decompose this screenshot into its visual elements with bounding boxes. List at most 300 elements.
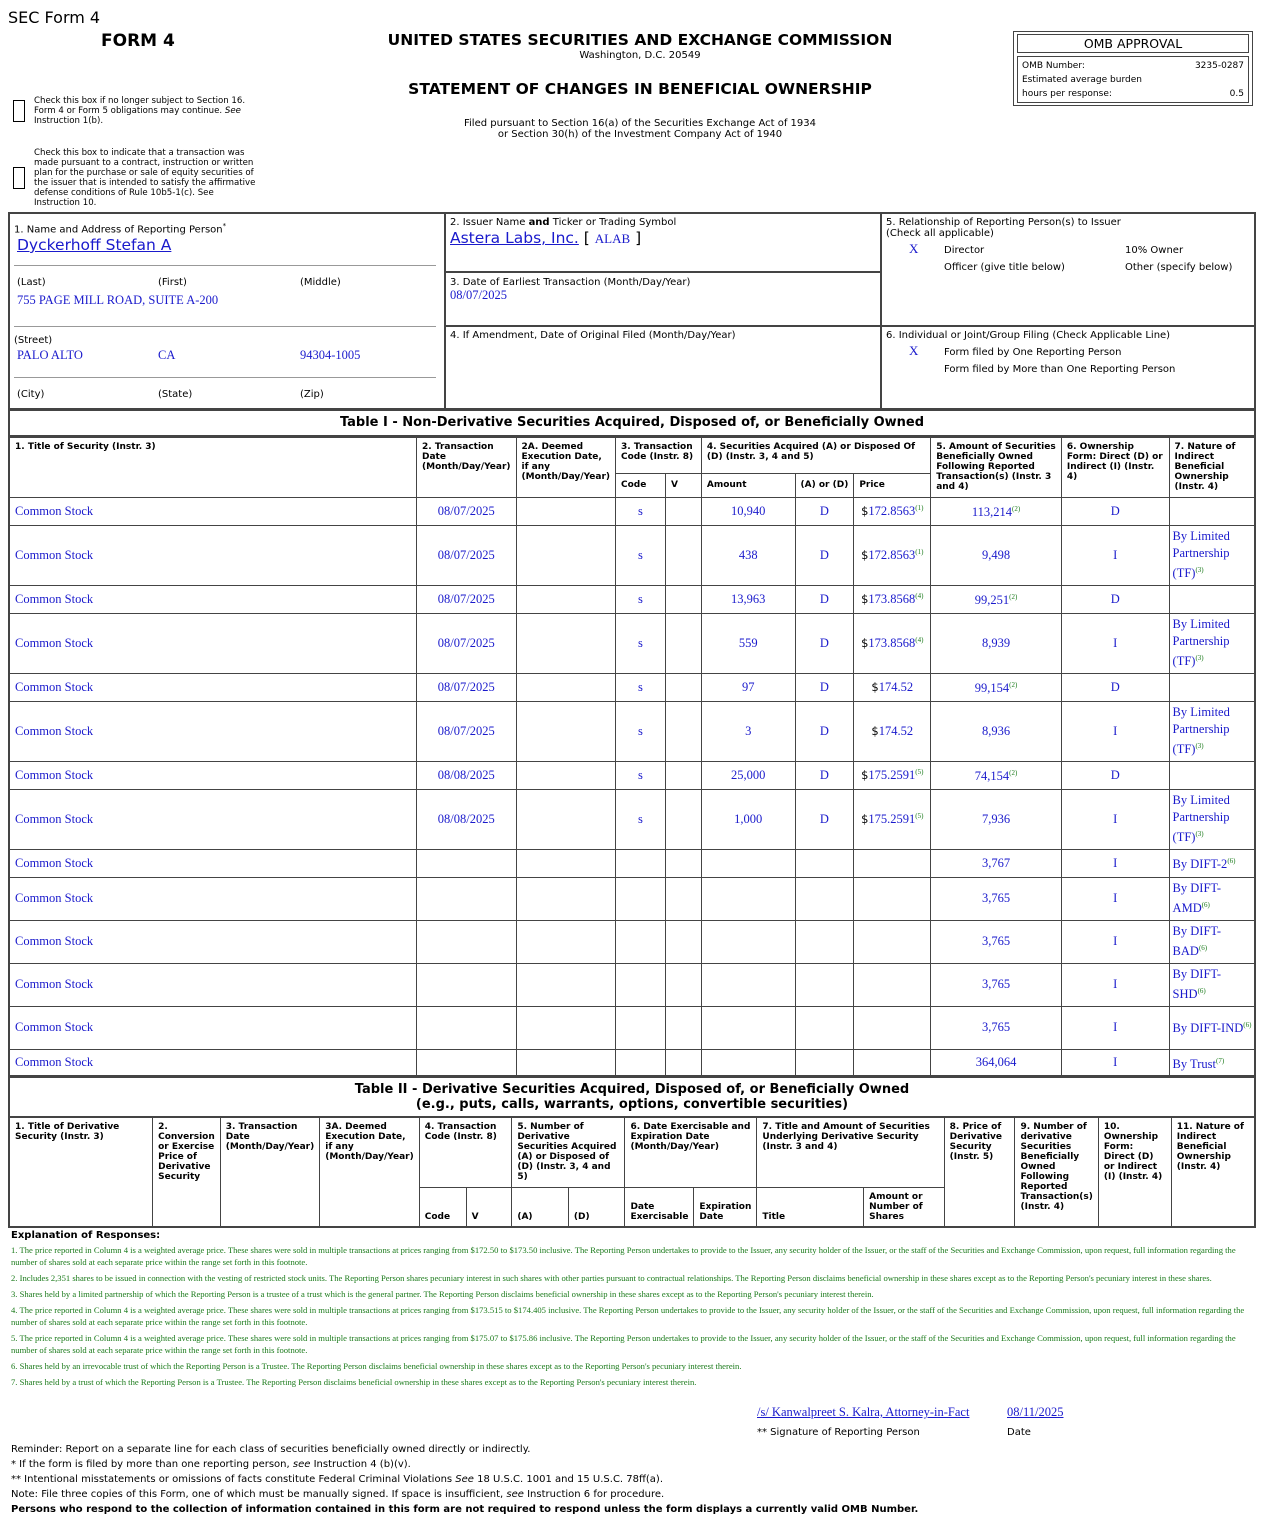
v-flag [665,1049,701,1077]
t2-h8: 8. Price of Derivative Security (Instr. 5) [944,1117,1015,1227]
transaction-date [417,789,517,849]
owned-following [931,920,1062,963]
price [854,497,931,525]
nature-of-ownership-footnote: (6) [1197,986,1206,995]
price-footnote: (4) [915,635,924,644]
nature-of-ownership-footnote: (6) [1198,943,1208,952]
security-title [9,963,417,1006]
one-person-mark: X [909,343,919,358]
security-title-value: Common Stock [15,635,94,650]
v-flag [665,761,701,789]
t1-h6: 6. Ownership Form: Direct (D) or Indirect (I) (Instr. 4) [1061,437,1169,497]
v-flag [665,849,701,877]
nature-of-ownership [1169,920,1255,963]
deemed-date [516,963,616,1006]
v-flag [665,525,701,585]
ownership-form-value: D [1110,679,1120,694]
director-label: Director [944,245,985,256]
a-or-d-value: D [819,767,829,782]
transaction-date [417,920,517,963]
a-or-d-value: D [819,679,829,694]
t1-aord: (A) or (D) [795,473,854,497]
price-footnote: (1) [915,547,924,556]
security-title [9,613,417,673]
nature-of-ownership [1169,673,1255,701]
ownership-form [1061,613,1169,673]
transaction-code [616,849,666,877]
t2-d: (D) [568,1187,625,1227]
owned-following-footnote: (2) [1009,592,1018,601]
a-or-d [795,963,854,1006]
table-row [9,1049,1255,1077]
price-dollar: $ [871,680,879,694]
t1-h1: 1. Title of Security (Instr. 3) [9,437,417,497]
security-title-value: Common Stock [15,1020,94,1034]
transaction-code [616,585,666,613]
owned-following [931,1049,1062,1077]
transaction-code [616,877,666,920]
transaction-code [616,920,666,963]
t1-code: Code [616,473,666,497]
table-row [9,585,1255,613]
transaction-date [417,963,517,1006]
a-or-d [795,789,854,849]
table-row [9,877,1255,920]
security-title [9,789,417,849]
ownership-form [1061,920,1169,963]
reminder-3: ** Intentional misstatements or omissions of facts constitute Federal Criminal Violations See 18 U.S.C. 1001 and 15 U.S.C. 78ff(a). [11,1474,664,1485]
v-flag [665,585,701,613]
statement-title: STATEMENT OF CHANGES IN BENEFICIAL OWNERSHIP [408,80,872,98]
price-value: 172.8563 [868,548,916,562]
table-row [9,701,1255,761]
ownership-form-value: I [1113,723,1118,738]
footnote-5: 5. The price reported in Column 4 is a weighted average price. These shares were sold in multiple transactions at prices ranging from $175.07 to $175.86 inclusive. The Reporting Person undertakes to provide to the Issuer, any security holder of the Issuer, or the staff of the Securities and Exchange Commission, upon request, full information regarding the number of shares sold at each separate price within the range set forth in this footnote. [11,1333,1236,1355]
owned-following [931,1006,1062,1049]
nature-of-ownership [1169,877,1255,920]
earliest-date-label: 3. Date of Earliest Transaction (Month/Day/Year) [450,277,691,288]
ownership-form [1061,673,1169,701]
ownership-form-value: D [1110,503,1120,518]
amount [701,613,795,673]
transaction-date [417,585,517,613]
issuer-name-link[interactable]: Astera Labs, Inc. [450,229,579,247]
t2-h9: 9. Number of derivative Securities Beneficially Owned Following Reported Transaction(s) (Instr. 4) [1015,1117,1098,1227]
v-flag [665,1006,701,1049]
ownership-form [1061,497,1169,525]
zip-value: 94304-1005 [300,348,361,362]
table-row [9,963,1255,1006]
footnote-3: 3. Shares held by a limited partnership of which the Reporting Person is a trustee of a trust which is the general partner. The Reporting Person disclaims beneficial ownership in these shares except as to the Reporting Person's pecuniary interest therein. [11,1289,874,1299]
table2 [8,1116,1256,1228]
signature-label: ** Signature of Reporting Person [757,1427,920,1438]
transaction-code-value: s [638,547,643,562]
street-value: 755 PAGE MILL ROAD, SUITE A-200 [17,293,219,307]
security-title [9,701,417,761]
deemed-date [516,761,616,789]
price [854,963,931,1006]
nature-of-ownership-footnote: (6) [1243,1021,1252,1030]
price-dollar: $ [861,768,869,782]
owned-following-value: 7,936 [981,811,1011,826]
amount [701,701,795,761]
price [854,877,931,920]
price-footnote: (5) [915,767,924,776]
nature-of-ownership-value: By DIFT-SHD [1172,966,1222,1002]
other-label: Other (specify below) [1125,262,1233,273]
table-row [9,673,1255,701]
nature-of-ownership-value: By Limited Partnership (TF) [1172,792,1230,845]
security-title-value: Common Stock [15,934,94,948]
transaction-code-value: s [638,723,643,738]
t2-exp: Expiration Date [694,1187,757,1227]
ownership-form-value: D [1110,591,1120,606]
t2-title: Title [757,1187,864,1227]
t2-h10: 10. Ownership Form: Direct (D) or Indirect (I) (Instr. 4) [1098,1117,1171,1227]
deemed-date [516,673,616,701]
nature-of-ownership [1169,525,1255,585]
price [854,525,931,585]
t1-h5: 5. Amount of Securities Beneficially Owned Following Reported Transaction(s) (Instr. 3 and 4) [931,437,1062,497]
deemed-date [516,585,616,613]
amount-value: 559 [738,635,758,650]
amount [701,761,795,789]
last-label: (Last) [17,277,46,288]
t2-h3: 3. Transaction Date (Month/Day/Year) [220,1117,320,1227]
owned-following-value: 3,767 [981,855,1011,870]
a-or-d [795,525,854,585]
ownership-form-value: I [1113,811,1118,826]
nature-of-ownership [1169,1049,1255,1077]
amount [701,963,795,1006]
relationship-label: 5. Relationship of Reporting Person(s) to Issuer [886,217,1121,228]
reminders [11,1442,1256,1517]
price-value: 175.2591 [868,812,916,826]
amount-value: 1,000 [734,811,763,826]
table-row [9,920,1255,963]
zip-label: (Zip) [300,389,324,400]
transaction-date [417,613,517,673]
footnote-2: 2. Includes 2,351 shares to be issued in connection with the vesting of restricted stock units. The Reporting Person shares pecuniary interest in such shares with other parties pursuant to contractual relationships. The Reporting Person disclaims beneficial ownership in these shares except as to the Reporting Person's pecuniary interest in these shares. [11,1273,1212,1283]
amount [701,849,795,877]
a-or-d-value: D [819,547,829,562]
table1-title: Table I - Non-Derivative Securities Acquired, Disposed of, or Beneficially Owned [8,409,1256,437]
footnotes [11,1244,1256,1388]
table2-title: Table II - Derivative Securities Acquired, Disposed of, or Beneficially Owned (e.g., puts, calls, warrants, options, convertible securities) [8,1075,1256,1118]
t2-h11: 11. Nature of Indirect Beneficial Ownership (Instr. 4) [1171,1117,1255,1227]
price [854,789,931,849]
a-or-d-value: D [819,811,829,826]
t2-h2: 2. Conversion or Exercise Price of Derivative Security [153,1117,221,1227]
transaction-code [616,613,666,673]
a-or-d [795,701,854,761]
table-row [9,613,1255,673]
transaction-date [417,673,517,701]
price [854,920,931,963]
footnote-1: 1. The price reported in Column 4 is a weighted average price. These shares were sold in multiple transactions at prices ranging from $172.50 to $173.50 inclusive. The Reporting Person undertakes to provide to the Issuer, any security holder of the Issuer, or the staff of the Securities and Exchange Commission, upon request, full information regarding the number of shares sold at each separate price within the range set forth in this footnote. [11,1245,1236,1267]
deemed-date [516,1049,616,1077]
t2-h1: 1. Title of Derivative Security (Instr. 3) [9,1117,153,1227]
price-value: 174.52 [878,680,914,694]
first-label: (First) [158,277,187,288]
commission-location: Washington, D.C. 20549 [579,50,701,61]
t1-h7: 7. Nature of Indirect Beneficial Ownership (Instr. 4) [1169,437,1255,497]
footnote-7: 7. Shares held by a trust of which the Reporting Person is a Trustee. The Reporting Person disclaims beneficial ownership in these shares except as to the Reporting Person's pecuniary interest therein. [11,1377,697,1387]
city-label: (City) [17,389,45,400]
deemed-date [516,497,616,525]
transaction-date [417,525,517,585]
director-mark: X [909,241,919,256]
transaction-date-value: 08/07/2025 [437,723,495,738]
amount-value: 13,963 [731,591,766,606]
nature-of-ownership [1169,963,1255,1006]
v-flag [665,701,701,761]
nature-of-ownership [1169,849,1255,877]
security-title-value: Common Stock [15,723,94,738]
reminder-2: * If the form is filed by more than one reporting person, see Instruction 4 (b)(v). [11,1459,411,1470]
owned-following-footnote: (2) [1012,504,1021,513]
ownership-form-value: I [1113,977,1118,991]
amount [701,525,795,585]
nature-of-ownership-footnote: (6) [1227,856,1236,865]
owned-following [931,761,1062,789]
t2-amount: Amount or Number of Shares [864,1187,944,1227]
filed-line-1: Filed pursuant to Section 16(a) of the Securities Exchange Act of 1934 [464,118,816,129]
security-title [9,525,417,585]
reporting-person-name-link[interactable]: Dyckerhoff Stefan A [17,236,172,254]
a-or-d [795,497,854,525]
t1-price: Price [854,473,931,497]
price-dollar: $ [871,724,879,738]
nature-of-ownership-footnote: (3) [1195,653,1204,662]
table-row [9,525,1255,585]
transaction-code-value: s [638,591,643,606]
issuer-label: 2. Issuer Name and Ticker or Trading Symbol [450,217,677,228]
transaction-code [616,761,666,789]
owned-following-value: 3,765 [981,977,1011,991]
nature-of-ownership-footnote: (3) [1195,829,1204,838]
t2-h5: 5. Number of Derivative Securities Acquired (A) or Disposed of (D) (Instr. 3, 4 and 5) [512,1117,625,1187]
price-value: 173.8568 [868,636,916,650]
price [854,1049,931,1077]
price-footnote: (1) [915,503,924,512]
deemed-date [516,701,616,761]
reminder-1: Reminder: Report on a separate line for each class of securities beneficially owned directly or indirectly. [11,1444,531,1455]
transaction-date [417,849,517,877]
t2-h6: 6. Date Exercisable and Expiration Date (Month/Day/Year) [625,1117,757,1187]
ownership-form-value: I [1113,934,1118,948]
transaction-code-value: s [638,767,643,782]
transaction-code [616,673,666,701]
transaction-code [616,701,666,761]
table-row [9,849,1255,877]
amount [701,1006,795,1049]
v-flag [665,497,701,525]
nature-of-ownership-value: By DIFT-IND [1172,1021,1244,1036]
a-or-d [795,1006,854,1049]
page-title: SEC Form 4 [8,8,101,27]
one-person-label: Form filed by One Reporting Person [944,347,1122,358]
price [854,1006,931,1049]
owned-following-value: 8,939 [981,635,1011,650]
owned-following [931,673,1062,701]
table-row [9,789,1255,849]
owned-following-value: 3,765 [981,934,1011,948]
ownership-form [1061,525,1169,585]
transaction-code-value: s [638,635,643,650]
amount [701,497,795,525]
transaction-code-value: s [638,811,643,826]
amount [701,920,795,963]
security-title [9,497,417,525]
price-footnote: (4) [915,591,924,600]
transaction-date [417,761,517,789]
footnote-4: 4. The price reported in Column 4 is a weighted average price. These shares were sold in multiple transactions at prices ranging from $173.515 to $174.405 inclusive. The Reporting Person undertakes to provide to the Issuer, any security holder of the Issuer, or the staff of the Securities and Exchange Commission, upon request, full information regarding the number of shares sold at each separate price within the range set forth in this footnote. [11,1305,1245,1327]
security-title-value: Common Stock [15,1055,94,1070]
t2-h3a: 3A. Deemed Execution Date, if any (Month/Day/Year) [320,1117,420,1227]
transaction-code [616,1049,666,1077]
a-or-d [795,920,854,963]
amount-value: 97 [741,679,755,694]
earliest-date-value: 08/07/2025 [450,288,507,302]
price-dollar: $ [861,636,869,650]
a-or-d [795,673,854,701]
security-title-value: Common Stock [15,891,94,905]
t2-v: V [466,1187,512,1227]
owned-following [931,849,1062,877]
form-label: FORM 4 [101,31,175,51]
ownership-form [1061,585,1169,613]
ownership-form-value: I [1113,855,1118,870]
v-flag [665,613,701,673]
amount [701,673,795,701]
a-or-d [795,585,854,613]
ownership-form [1061,963,1169,1006]
price [854,613,931,673]
footnote-6: 6. Shares held by an irrevocable trust of which the Reporting Person is a Trustee. The Reporting Person disclaims beneficial ownership in these shares except as to the Reporting Person's pecuniary interest therein. [11,1361,742,1371]
table-row [9,497,1255,525]
a-or-d-value: D [819,723,829,738]
reminder-4: Note: File three copies of this Form, one of which must be manually signed. If space is insufficient, see Instruction 6 for procedure. [11,1489,665,1500]
explanation-title: Explanation of Responses: [11,1230,161,1241]
nature-of-ownership-footnote: (3) [1195,565,1204,574]
nature-of-ownership-value: By Limited Partnership (TF) [1172,528,1230,581]
rule10b5-checkbox[interactable] [13,167,25,189]
security-title [9,761,417,789]
transaction-date-value: 08/07/2025 [437,635,495,650]
state-value: CA [158,348,176,362]
section16-checkbox[interactable] [13,100,25,122]
omb-approval-box [1013,31,1253,106]
amount [701,877,795,920]
price [854,849,931,877]
price [854,701,931,761]
ownership-form [1061,701,1169,761]
omb-number: 3235-0287 [1194,61,1244,71]
v-flag [665,963,701,1006]
ticker: ALAB [594,231,631,246]
price-dollar: $ [861,812,869,826]
omb-title: OMB APPROVAL [1017,34,1249,53]
price-value: 172.8563 [868,504,916,518]
commission-name: UNITED STATES SECURITIES AND EXCHANGE COMMISSION [387,31,893,49]
transaction-date-value: 08/07/2025 [437,547,495,562]
ten-pct-label: 10% Owner [1125,245,1184,256]
amount-value: 10,940 [731,503,766,518]
owned-following [931,585,1062,613]
table1 [8,436,1256,1078]
owned-following-value: 99,154 [974,681,1010,696]
nature-of-ownership-value: By Trust [1172,1056,1216,1071]
signature-name: /s/ Kanwalpreet S. Kalra, Attorney-in-Fact [757,1405,970,1419]
owned-following-value: 113,214 [971,505,1013,520]
ownership-form-value: I [1113,1055,1118,1070]
transaction-date [417,877,517,920]
relationship-sub: (Check all applicable) [886,228,994,239]
t1-h2a: 2A. Deemed Execution Date, if any (Month/Day/Year) [516,437,616,497]
v-flag [665,877,701,920]
ownership-form-value: I [1113,1020,1118,1034]
v-flag [665,920,701,963]
ownership-form [1061,1049,1169,1077]
deemed-date [516,789,616,849]
security-title [9,877,417,920]
owned-following-value: 3,765 [981,1020,1011,1034]
owned-following-footnote: (2) [1009,680,1018,689]
owned-following-value: 8,936 [981,723,1011,738]
ownership-form-value: D [1110,767,1120,782]
deemed-date [516,525,616,585]
check2-text: Check this box to indicate that a transaction was made pursuant to a contract, instruction or written plan for the purchase or sale of equity securities of the issuer that is intended to satisfy the affirmative defense conditions of Rule 10b5-1(c). See Instruction 10. [34,148,256,208]
transaction-code [616,789,666,849]
amount-value: 25,000 [731,767,766,782]
price [854,761,931,789]
omb-hours: 0.5 [1229,89,1244,99]
transaction-code [616,497,666,525]
a-or-d [795,1049,854,1077]
price-dollar: $ [861,548,869,562]
owned-following [931,963,1062,1006]
transaction-date [417,1006,517,1049]
security-title-value: Common Stock [15,767,94,782]
issuer-value: Astera Labs, Inc. [ ALAB ] [450,229,642,247]
street-label: (Street) [14,335,53,346]
date-label: Date [1007,1427,1031,1438]
t1-h2: 2. Transaction Date (Month/Day/Year) [417,437,517,497]
ownership-form-value: I [1113,635,1118,650]
owned-following [931,789,1062,849]
transaction-date-value: 08/08/2025 [437,767,495,782]
price-value: 174.52 [878,724,914,738]
nature-of-ownership-value: By DIFT-2 [1172,857,1228,872]
security-title-value: Common Stock [15,855,94,870]
t1-amount: Amount [701,473,795,497]
nature-of-ownership-footnote: (3) [1195,741,1204,750]
security-title-value: Common Stock [15,547,94,562]
transaction-code-value: s [638,679,643,694]
transaction-date-value: 08/07/2025 [437,503,495,518]
owned-following [931,701,1062,761]
state-label: (State) [158,389,193,400]
table-row [9,1006,1255,1049]
a-or-d-value: D [819,591,829,606]
security-title-value: Common Stock [15,503,94,518]
amendment-label: 4. If Amendment, Date of Original Filed (Month/Day/Year) [450,330,736,341]
security-title [9,585,417,613]
check1-text: Check this box if no longer subject to Section 16. Form 4 or Form 5 obligations may continue. See Instruction 1(b). [34,96,246,126]
deemed-date [516,613,616,673]
t1-h3: 3. Transaction Code (Instr. 8) [616,437,702,473]
